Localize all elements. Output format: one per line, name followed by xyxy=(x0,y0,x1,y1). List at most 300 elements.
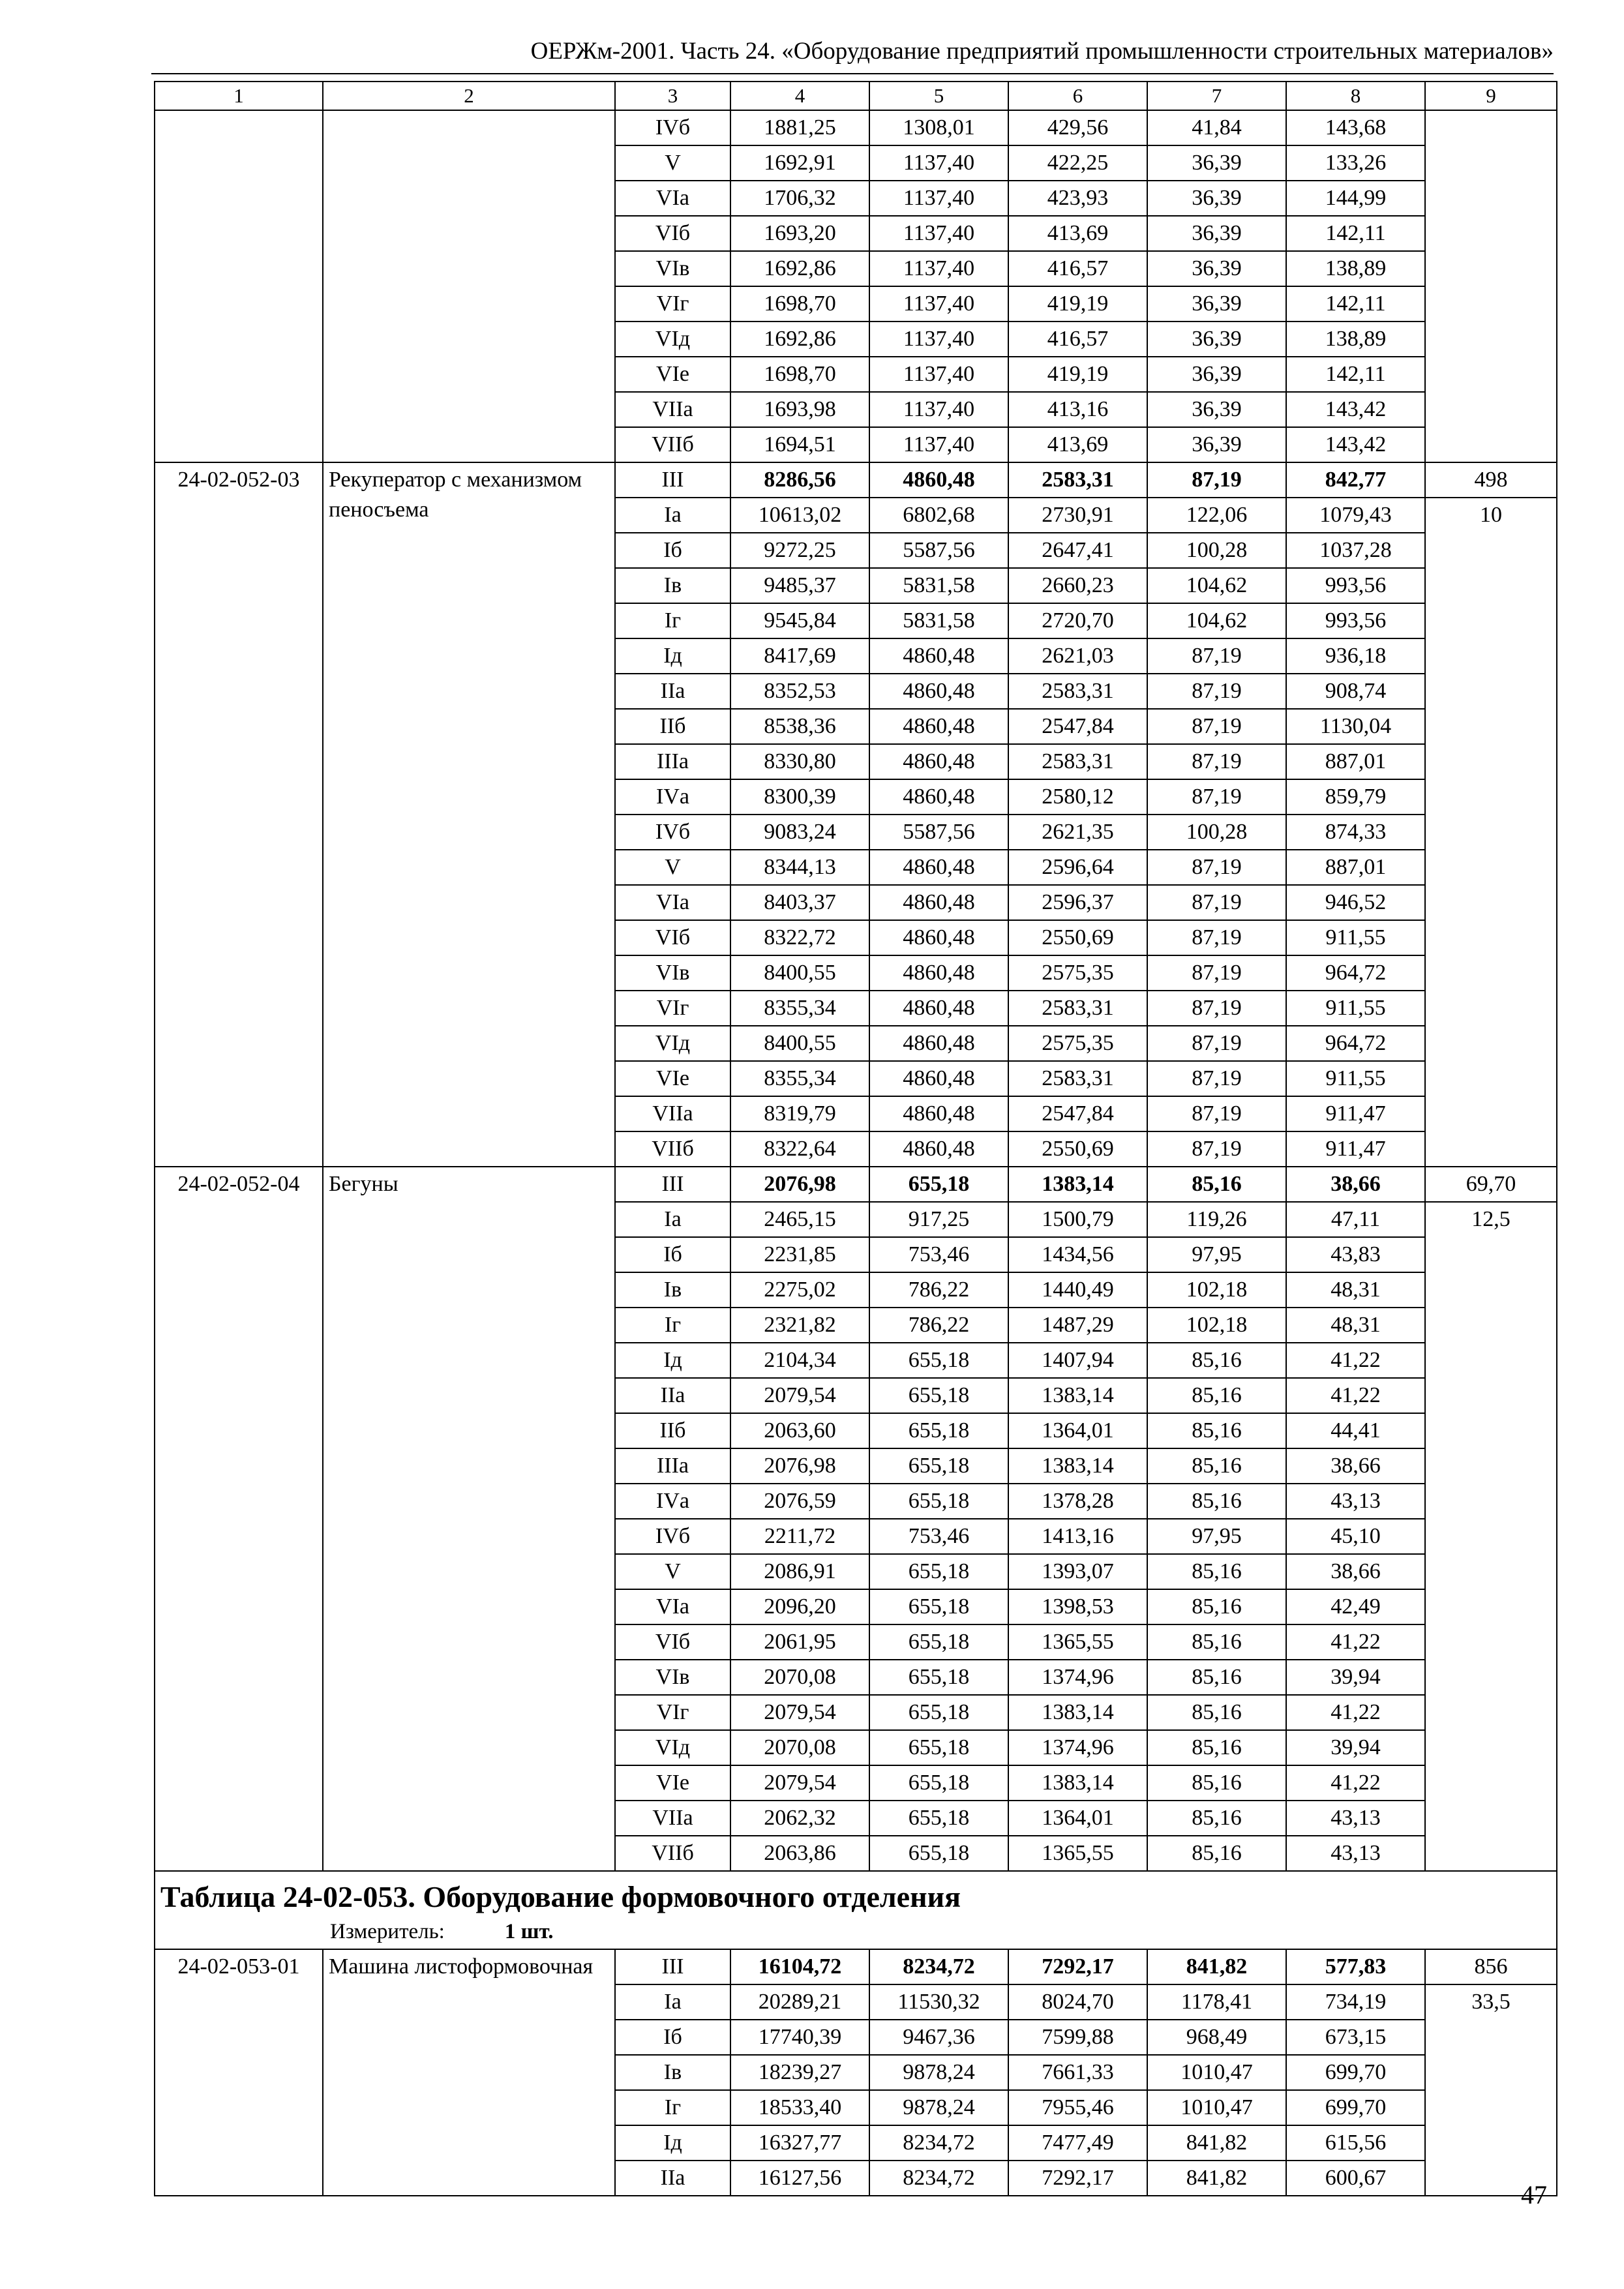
value-cell: 4860,48 xyxy=(869,1061,1008,1096)
value-cell: 7955,46 xyxy=(1008,2090,1147,2125)
value-cell: 8300,39 xyxy=(730,779,869,815)
value-cell: 4860,48 xyxy=(869,462,1008,498)
zone-cell: Iа xyxy=(615,498,730,533)
value-cell: 1487,29 xyxy=(1008,1308,1147,1343)
value-cell: 2621,03 xyxy=(1008,638,1147,674)
value-cell: 1407,94 xyxy=(1008,1343,1147,1378)
value-cell: 2062,32 xyxy=(730,1801,869,1836)
value-cell: 1137,40 xyxy=(869,216,1008,251)
value-cell: 142,11 xyxy=(1286,357,1425,392)
value-cell: 911,47 xyxy=(1286,1096,1425,1131)
value-cell: 908,74 xyxy=(1286,674,1425,709)
value-cell: 87,19 xyxy=(1147,638,1286,674)
zone-cell: IIIа xyxy=(615,744,730,779)
value-cell: 1698,70 xyxy=(730,286,869,322)
value-cell: 655,18 xyxy=(869,1554,1008,1589)
rate-code: 24-02-052-04 xyxy=(155,1167,323,1871)
value-cell: 1881,25 xyxy=(730,110,869,145)
value-cell: 85,16 xyxy=(1147,1660,1286,1695)
value-cell: 993,56 xyxy=(1286,568,1425,603)
zone-cell: IVа xyxy=(615,1484,730,1519)
value-cell: 85,16 xyxy=(1147,1378,1286,1413)
value-cell: 2550,69 xyxy=(1008,920,1147,955)
value-cell: 100,28 xyxy=(1147,533,1286,568)
zone-cell: VIIб xyxy=(615,1131,730,1167)
value-cell: 4860,48 xyxy=(869,638,1008,674)
zone-cell: VIв xyxy=(615,955,730,991)
value-cell: 7477,49 xyxy=(1008,2125,1147,2161)
value-cell: 1178,41 xyxy=(1147,1984,1286,2020)
value-cell: 911,47 xyxy=(1286,1131,1425,1167)
value-cell: 36,39 xyxy=(1147,286,1286,322)
value-cell: 655,18 xyxy=(869,1448,1008,1484)
value-cell: 2660,23 xyxy=(1008,568,1147,603)
table-row xyxy=(155,1949,1557,1984)
value-cell: 41,22 xyxy=(1286,1695,1425,1730)
value-cell: 9878,24 xyxy=(869,2090,1008,2125)
value-cell: 2070,08 xyxy=(730,1730,869,1765)
section-header xyxy=(155,1871,1557,1949)
value-cell: 43,13 xyxy=(1286,1484,1425,1519)
value-cell: 419,19 xyxy=(1008,286,1147,322)
value-cell: 138,89 xyxy=(1286,322,1425,357)
zone-cell: VIд xyxy=(615,1730,730,1765)
value-cell: 964,72 xyxy=(1286,1026,1425,1061)
value-cell: 2580,12 xyxy=(1008,779,1147,815)
value-cell: 97,95 xyxy=(1147,1519,1286,1554)
value-cell: 577,83 xyxy=(1286,1949,1425,1984)
value-cell: 8319,79 xyxy=(730,1096,869,1131)
value-cell: 655,18 xyxy=(869,1484,1008,1519)
value-cell: 655,18 xyxy=(869,1589,1008,1624)
value-cell: 4860,48 xyxy=(869,1096,1008,1131)
value-cell: 9272,25 xyxy=(730,533,869,568)
value-cell: 87,19 xyxy=(1147,1061,1286,1096)
zone-cell: III xyxy=(615,462,730,498)
value-cell: 97,95 xyxy=(1147,1237,1286,1272)
value-cell: 1365,55 xyxy=(1008,1836,1147,1871)
zone-cell: VIе xyxy=(615,357,730,392)
value-cell: 85,16 xyxy=(1147,1801,1286,1836)
column-number: 3 xyxy=(615,82,730,110)
value-cell: 20289,21 xyxy=(730,1984,869,2020)
value-cell: 1137,40 xyxy=(869,181,1008,216)
value-cell: 85,16 xyxy=(1147,1836,1286,1871)
value-cell: 4860,48 xyxy=(869,955,1008,991)
zone-cell: Iв xyxy=(615,1272,730,1308)
zone-cell: VIIа xyxy=(615,1096,730,1131)
value-cell: 2550,69 xyxy=(1008,1131,1147,1167)
value-cell: 8417,69 xyxy=(730,638,869,674)
value-cell: 1398,53 xyxy=(1008,1589,1147,1624)
value-cell: 16127,56 xyxy=(730,2161,869,2196)
zone-cell: V xyxy=(615,1554,730,1589)
table-row xyxy=(155,110,1557,145)
value-cell: 1706,32 xyxy=(730,181,869,216)
value-cell: 87,19 xyxy=(1147,991,1286,1026)
value-cell: 2231,85 xyxy=(730,1237,869,1272)
value-cell: 9467,36 xyxy=(869,2020,1008,2055)
value-cell: 1692,86 xyxy=(730,251,869,286)
value-cell: 1383,14 xyxy=(1008,1695,1147,1730)
value-cell: 41,84 xyxy=(1147,110,1286,145)
column-number-row xyxy=(155,82,1557,110)
value-cell: 911,55 xyxy=(1286,920,1425,955)
value-cell: 38,66 xyxy=(1286,1554,1425,1589)
value-cell: 1434,56 xyxy=(1008,1237,1147,1272)
value-cell: 8330,80 xyxy=(730,744,869,779)
value-cell: 2079,54 xyxy=(730,1695,869,1730)
value-cell: 2583,31 xyxy=(1008,744,1147,779)
value-cell: 946,52 xyxy=(1286,885,1425,920)
zone-cell: VIIб xyxy=(615,427,730,462)
value-cell: 655,18 xyxy=(869,1695,1008,1730)
value-cell: 39,94 xyxy=(1286,1730,1425,1765)
page-header: ОЕРЖм-2001. Часть 24. «Оборудование предприятий промышленности строительных материалов» xyxy=(530,38,1554,65)
value-cell: 1693,20 xyxy=(730,216,869,251)
zone-cell: Iв xyxy=(615,2055,730,2090)
value-cell: 142,11 xyxy=(1286,286,1425,322)
value-cell: 36,39 xyxy=(1147,427,1286,462)
equipment-name xyxy=(323,110,615,462)
zone-cell: III xyxy=(615,1949,730,1984)
value-cell: 841,82 xyxy=(1147,2161,1286,2196)
rate-code xyxy=(155,110,323,462)
value-cell: 1383,14 xyxy=(1008,1167,1147,1202)
section-unit xyxy=(155,1917,1556,1949)
value-cell: 41,22 xyxy=(1286,1765,1425,1801)
value-cell: 87,19 xyxy=(1147,709,1286,744)
zone-cell: VIе xyxy=(615,1061,730,1096)
zone-cell: VIд xyxy=(615,322,730,357)
value-cell: 1137,40 xyxy=(869,357,1008,392)
extra-value: 856 xyxy=(1425,1949,1557,1984)
value-cell: 4860,48 xyxy=(869,850,1008,885)
table-row xyxy=(155,1167,1557,1202)
value-cell: 43,13 xyxy=(1286,1836,1425,1871)
value-cell: 143,42 xyxy=(1286,427,1425,462)
value-cell: 2070,08 xyxy=(730,1660,869,1695)
value-cell: 993,56 xyxy=(1286,603,1425,638)
zone-cell: III xyxy=(615,1167,730,1202)
zone-cell: Iб xyxy=(615,533,730,568)
value-cell: 87,19 xyxy=(1147,779,1286,815)
value-cell: 9083,24 xyxy=(730,815,869,850)
value-cell: 2275,02 xyxy=(730,1272,869,1308)
zone-cell: VIг xyxy=(615,286,730,322)
value-cell: 1378,28 xyxy=(1008,1484,1147,1519)
value-cell: 655,18 xyxy=(869,1730,1008,1765)
value-cell: 9545,84 xyxy=(730,603,869,638)
value-cell: 5587,56 xyxy=(869,533,1008,568)
column-number: 9 xyxy=(1425,82,1557,110)
value-cell: 1413,16 xyxy=(1008,1519,1147,1554)
value-cell: 419,19 xyxy=(1008,357,1147,392)
value-cell: 699,70 xyxy=(1286,2090,1425,2125)
value-cell: 8286,56 xyxy=(730,462,869,498)
value-cell: 87,19 xyxy=(1147,1096,1286,1131)
zone-cell: V xyxy=(615,850,730,885)
value-cell: 4860,48 xyxy=(869,744,1008,779)
value-cell: 416,57 xyxy=(1008,251,1147,286)
value-cell: 600,67 xyxy=(1286,2161,1425,2196)
value-cell: 423,93 xyxy=(1008,181,1147,216)
value-cell: 1383,14 xyxy=(1008,1378,1147,1413)
value-cell: 859,79 xyxy=(1286,779,1425,815)
column-number: 6 xyxy=(1008,82,1147,110)
value-cell: 39,94 xyxy=(1286,1660,1425,1695)
value-cell: 143,42 xyxy=(1286,392,1425,427)
zone-cell: VIа xyxy=(615,1589,730,1624)
value-cell: 1374,96 xyxy=(1008,1730,1147,1765)
zone-cell: IIIа xyxy=(615,1448,730,1484)
value-cell: 8400,55 xyxy=(730,955,869,991)
value-cell: 2079,54 xyxy=(730,1765,869,1801)
value-cell: 4860,48 xyxy=(869,920,1008,955)
value-cell: 11530,32 xyxy=(869,1984,1008,2020)
value-cell: 1694,51 xyxy=(730,427,869,462)
value-cell: 8400,55 xyxy=(730,1026,869,1061)
value-cell: 1692,91 xyxy=(730,145,869,181)
value-cell: 85,16 xyxy=(1147,1624,1286,1660)
value-cell: 2096,20 xyxy=(730,1589,869,1624)
extra-value: 69,70 xyxy=(1425,1167,1557,1202)
value-cell: 1079,43 xyxy=(1286,498,1425,533)
value-cell: 5587,56 xyxy=(869,815,1008,850)
zone-cell: IIб xyxy=(615,709,730,744)
value-cell: 655,18 xyxy=(869,1624,1008,1660)
value-cell: 699,70 xyxy=(1286,2055,1425,2090)
value-cell: 1037,28 xyxy=(1286,533,1425,568)
value-cell: 413,69 xyxy=(1008,427,1147,462)
rate-code: 24-02-052-03 xyxy=(155,462,323,1167)
value-cell: 1374,96 xyxy=(1008,1660,1147,1695)
value-cell: 413,16 xyxy=(1008,392,1147,427)
value-cell: 43,83 xyxy=(1286,1237,1425,1272)
value-cell: 133,26 xyxy=(1286,145,1425,181)
value-cell: 7292,17 xyxy=(1008,2161,1147,2196)
value-cell: 87,19 xyxy=(1147,920,1286,955)
value-cell: 36,39 xyxy=(1147,322,1286,357)
zone-cell: Iд xyxy=(615,638,730,674)
value-cell: 1364,01 xyxy=(1008,1413,1147,1448)
zone-cell: VIв xyxy=(615,251,730,286)
value-cell: 18239,27 xyxy=(730,2055,869,2090)
value-cell: 38,66 xyxy=(1286,1448,1425,1484)
value-cell: 2211,72 xyxy=(730,1519,869,1554)
value-cell: 2063,60 xyxy=(730,1413,869,1448)
value-cell: 2583,31 xyxy=(1008,462,1147,498)
value-cell: 8355,34 xyxy=(730,991,869,1026)
value-cell: 9485,37 xyxy=(730,568,869,603)
value-cell: 753,46 xyxy=(869,1237,1008,1272)
value-cell: 5831,58 xyxy=(869,603,1008,638)
equipment-name: Рекуператор с механизмом пеносъема xyxy=(323,462,615,1167)
value-cell: 36,39 xyxy=(1147,216,1286,251)
value-cell: 119,26 xyxy=(1147,1202,1286,1237)
zone-cell: Iа xyxy=(615,1202,730,1237)
value-cell: 1365,55 xyxy=(1008,1624,1147,1660)
value-cell: 87,19 xyxy=(1147,744,1286,779)
zone-cell: Iг xyxy=(615,2090,730,2125)
extra-value: 10 xyxy=(1425,498,1557,1167)
equipment-name: Машина листоформовочная xyxy=(323,1949,615,2196)
value-cell: 1308,01 xyxy=(869,110,1008,145)
value-cell: 38,66 xyxy=(1286,1167,1425,1202)
value-cell: 841,82 xyxy=(1147,2125,1286,2161)
value-cell: 673,15 xyxy=(1286,2020,1425,2055)
value-cell: 7599,88 xyxy=(1008,2020,1147,2055)
value-cell: 41,22 xyxy=(1286,1343,1425,1378)
zone-cell: IIа xyxy=(615,1378,730,1413)
zone-cell: Iб xyxy=(615,1237,730,1272)
zone-cell: VIг xyxy=(615,991,730,1026)
zone-cell: V xyxy=(615,145,730,181)
value-cell: 85,16 xyxy=(1147,1765,1286,1801)
value-cell: 104,62 xyxy=(1147,603,1286,638)
rate-code: 24-02-053-01 xyxy=(155,1949,323,2196)
value-cell: 16104,72 xyxy=(730,1949,869,1984)
zone-cell: VIг xyxy=(615,1695,730,1730)
value-cell: 1698,70 xyxy=(730,357,869,392)
value-cell: 615,56 xyxy=(1286,2125,1425,2161)
zone-cell: Iа xyxy=(615,1984,730,2020)
value-cell: 41,22 xyxy=(1286,1624,1425,1660)
value-cell: 7292,17 xyxy=(1008,1949,1147,1984)
value-cell: 87,19 xyxy=(1147,885,1286,920)
value-cell: 2583,31 xyxy=(1008,674,1147,709)
value-cell: 9878,24 xyxy=(869,2055,1008,2090)
unit-value: 1 шт. xyxy=(504,1920,554,1943)
value-cell: 1137,40 xyxy=(869,251,1008,286)
zone-cell: Iг xyxy=(615,1308,730,1343)
value-cell: 41,22 xyxy=(1286,1378,1425,1413)
value-cell: 4860,48 xyxy=(869,779,1008,815)
value-cell: 2720,70 xyxy=(1008,603,1147,638)
zone-cell: Iв xyxy=(615,568,730,603)
value-cell: 85,16 xyxy=(1147,1554,1286,1589)
section-title: Таблица 24-02-053. Оборудование формовочного отделения xyxy=(160,1880,961,1913)
value-cell: 47,11 xyxy=(1286,1202,1425,1237)
value-cell: 1137,40 xyxy=(869,286,1008,322)
zone-cell: VIIа xyxy=(615,392,730,427)
value-cell: 4860,48 xyxy=(869,709,1008,744)
value-cell: 1137,40 xyxy=(869,427,1008,462)
value-cell: 936,18 xyxy=(1286,638,1425,674)
zone-cell: VIб xyxy=(615,1624,730,1660)
value-cell: 87,19 xyxy=(1147,1026,1286,1061)
value-cell: 655,18 xyxy=(869,1660,1008,1695)
value-cell: 48,31 xyxy=(1286,1272,1425,1308)
value-cell: 2596,64 xyxy=(1008,850,1147,885)
value-cell: 887,01 xyxy=(1286,744,1425,779)
value-cell: 43,13 xyxy=(1286,1801,1425,1836)
value-cell: 655,18 xyxy=(869,1413,1008,1448)
value-cell: 8344,13 xyxy=(730,850,869,885)
value-cell: 4860,48 xyxy=(869,885,1008,920)
zone-cell: IVб xyxy=(615,815,730,850)
value-cell: 2647,41 xyxy=(1008,533,1147,568)
extra-value: 12,5 xyxy=(1425,1202,1557,1871)
column-number: 5 xyxy=(869,82,1008,110)
zone-cell: Iд xyxy=(615,2125,730,2161)
value-cell: 1440,49 xyxy=(1008,1272,1147,1308)
value-cell: 8234,72 xyxy=(869,2161,1008,2196)
zone-cell: VIб xyxy=(615,920,730,955)
value-cell: 8234,72 xyxy=(869,1949,1008,1984)
value-cell: 4860,48 xyxy=(869,674,1008,709)
value-cell: 8403,37 xyxy=(730,885,869,920)
value-cell: 842,77 xyxy=(1286,462,1425,498)
value-cell: 841,82 xyxy=(1147,1949,1286,1984)
value-cell: 4860,48 xyxy=(869,1131,1008,1167)
value-cell: 144,99 xyxy=(1286,181,1425,216)
value-cell: 655,18 xyxy=(869,1343,1008,1378)
value-cell: 786,22 xyxy=(869,1272,1008,1308)
header-rule xyxy=(151,73,1554,74)
value-cell: 2547,84 xyxy=(1008,1096,1147,1131)
value-cell: 8322,64 xyxy=(730,1131,869,1167)
zone-cell: IVа xyxy=(615,779,730,815)
page-number: 47 xyxy=(1521,2180,1547,2209)
value-cell: 1130,04 xyxy=(1286,709,1425,744)
extra-cell xyxy=(1425,110,1557,462)
column-number: 8 xyxy=(1286,82,1425,110)
value-cell: 8352,53 xyxy=(730,674,869,709)
value-cell: 17740,39 xyxy=(730,2020,869,2055)
value-cell: 2575,35 xyxy=(1008,955,1147,991)
value-cell: 87,19 xyxy=(1147,955,1286,991)
value-cell: 887,01 xyxy=(1286,850,1425,885)
extra-value: 33,5 xyxy=(1425,1984,1557,2196)
value-cell: 2076,59 xyxy=(730,1484,869,1519)
value-cell: 2465,15 xyxy=(730,1202,869,1237)
value-cell: 1693,98 xyxy=(730,392,869,427)
value-cell: 102,18 xyxy=(1147,1308,1286,1343)
value-cell: 85,16 xyxy=(1147,1413,1286,1448)
value-cell: 2104,34 xyxy=(730,1343,869,1378)
value-cell: 87,19 xyxy=(1147,850,1286,885)
value-cell: 2621,35 xyxy=(1008,815,1147,850)
value-cell: 104,62 xyxy=(1147,568,1286,603)
value-cell: 655,18 xyxy=(869,1765,1008,1801)
value-cell: 85,16 xyxy=(1147,1589,1286,1624)
value-cell: 36,39 xyxy=(1147,251,1286,286)
value-cell: 2596,37 xyxy=(1008,885,1147,920)
value-cell: 85,16 xyxy=(1147,1695,1286,1730)
value-cell: 8024,70 xyxy=(1008,1984,1147,2020)
value-cell: 413,69 xyxy=(1008,216,1147,251)
value-cell: 36,39 xyxy=(1147,181,1286,216)
value-cell: 1364,01 xyxy=(1008,1801,1147,1836)
zone-cell: VIб xyxy=(615,216,730,251)
zone-cell: VIIб xyxy=(615,1836,730,1871)
value-cell: 734,19 xyxy=(1286,1984,1425,2020)
value-cell: 416,57 xyxy=(1008,322,1147,357)
value-cell: 1137,40 xyxy=(869,322,1008,357)
extra-value: 498 xyxy=(1425,462,1557,498)
value-cell: 87,19 xyxy=(1147,462,1286,498)
value-cell: 422,25 xyxy=(1008,145,1147,181)
value-cell: 1137,40 xyxy=(869,392,1008,427)
value-cell: 45,10 xyxy=(1286,1519,1425,1554)
value-cell: 1393,07 xyxy=(1008,1554,1147,1589)
value-cell: 2086,91 xyxy=(730,1554,869,1589)
zone-cell: Iд xyxy=(615,1343,730,1378)
value-cell: 655,18 xyxy=(869,1378,1008,1413)
value-cell: 2063,86 xyxy=(730,1836,869,1871)
value-cell: 122,06 xyxy=(1147,498,1286,533)
